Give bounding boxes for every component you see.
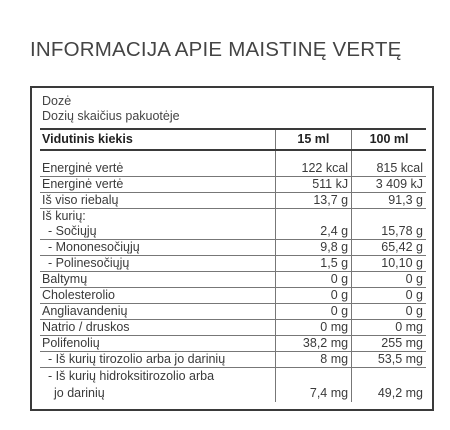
row-value-100ml: 49,2 mg: [352, 385, 426, 402]
row-value-100ml: 0 g: [352, 288, 426, 304]
row-value-15ml: [275, 209, 351, 225]
row-label: Natrio / druskos: [40, 320, 275, 336]
row-label: Baltymų: [40, 272, 275, 288]
header-100ml: 100 ml: [352, 129, 426, 150]
row-label: Polifenolių: [40, 336, 275, 352]
row-value-100ml: 91,3 g: [352, 193, 426, 209]
row-value-15ml: 13,7 g: [275, 193, 351, 209]
row-value-15ml: 0 mg: [275, 320, 351, 336]
row-value-15ml: 1,5 g: [275, 256, 351, 272]
row-value-15ml: 0 g: [275, 304, 351, 320]
header-average-amount: Vidutinis kiekis: [40, 129, 275, 150]
row-value-100ml: 0 g: [352, 272, 426, 288]
header-15ml: 15 ml: [275, 129, 351, 150]
page-title: INFORMACIJA APIE MAISTINĘ VERTĘ: [30, 38, 402, 61]
row-label: Cholesterolio: [40, 288, 275, 304]
table-row: [40, 320, 426, 336]
row-label: Energinė vertė: [40, 161, 275, 177]
table-row: [40, 256, 426, 272]
table-row: [40, 272, 426, 288]
table-row: [40, 177, 426, 193]
row-value-15ml: 9,8 g: [275, 240, 351, 256]
row-value-15ml: 38,2 mg: [275, 336, 351, 352]
row-label: - Sočiųjų: [40, 224, 275, 240]
row-value-100ml: 3 409 kJ: [352, 177, 426, 193]
doses-per-package-label: Dozių skaičius pakuotėje: [42, 109, 180, 123]
row-label: Iš viso riebalų: [40, 193, 275, 209]
table-row: [40, 368, 426, 386]
row-value-15ml: 0 g: [275, 272, 351, 288]
table-row: [40, 385, 426, 402]
row-label: - Mononesočiųjų: [40, 240, 275, 256]
table-row: [40, 352, 426, 368]
row-value-100ml: 15,78 g: [352, 224, 426, 240]
table-row: [40, 161, 426, 177]
row-value-100ml: 65,42 g: [352, 240, 426, 256]
table-row: [40, 288, 426, 304]
row-label: Energinė vertė: [40, 177, 275, 193]
table-row: [40, 336, 426, 352]
table-row: [40, 209, 426, 225]
nutrition-panel: [30, 86, 434, 411]
row-value-100ml: 0 mg: [352, 320, 426, 336]
nutrition-table: [40, 128, 426, 402]
row-value-15ml: 7,4 mg: [275, 385, 351, 402]
row-value-100ml: 10,10 g: [352, 256, 426, 272]
dose-info: [42, 94, 180, 124]
row-value-100ml: 255 mg: [352, 336, 426, 352]
row-value-100ml: [352, 209, 426, 225]
row-label: Angliavandenių: [40, 304, 275, 320]
dose-label: Dozė: [42, 94, 72, 108]
row-value-100ml: 53,5 mg: [352, 352, 426, 368]
row-label: Iš kurių:: [42, 209, 86, 223]
row-value-15ml: 2,4 g: [275, 224, 351, 240]
table-row: [40, 193, 426, 209]
row-value-15ml: 511 kJ: [275, 177, 351, 193]
table-row: [40, 224, 426, 240]
row-label-continued: jo darinių: [54, 386, 105, 400]
table-header-row: [40, 129, 426, 150]
row-value-15ml: 122 kcal: [275, 161, 351, 177]
table-spacer: [40, 150, 426, 161]
row-label: - Iš kurių hidroksitirozolio arba: [48, 369, 215, 383]
table-row: [40, 304, 426, 320]
table-row: [40, 240, 426, 256]
row-value-15ml: 0 g: [275, 288, 351, 304]
row-value-100ml: 815 kcal: [352, 161, 426, 177]
row-label: - Iš kurių tirozolio arba jo darinių: [40, 352, 275, 368]
row-value-15ml: 8 mg: [275, 352, 351, 368]
row-label: - Polinesočiųjų: [40, 256, 275, 272]
row-value-100ml: 0 g: [352, 304, 426, 320]
